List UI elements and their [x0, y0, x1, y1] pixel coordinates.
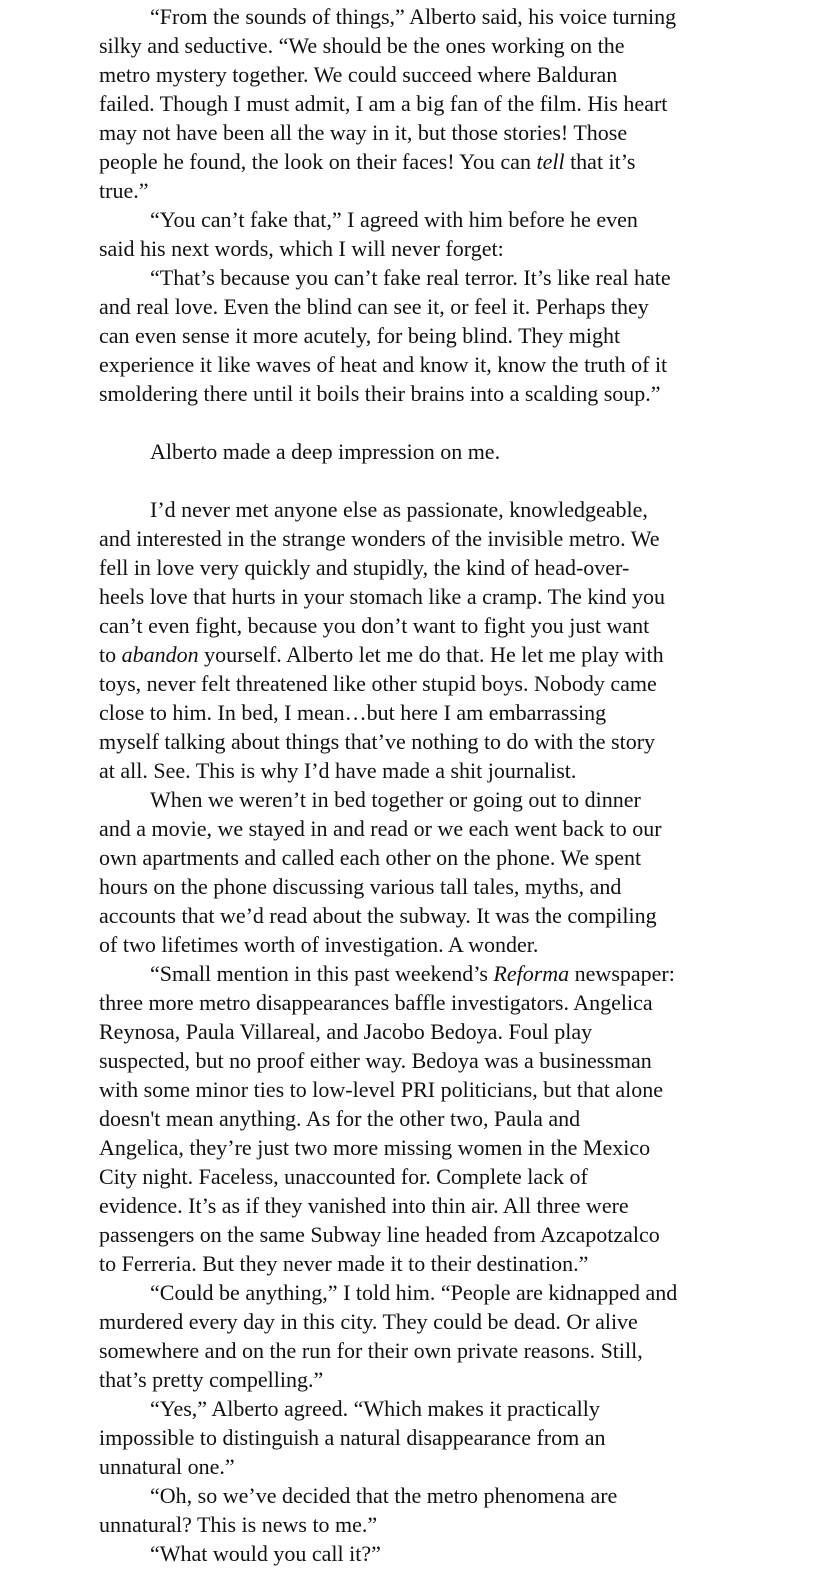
text-line: “Oh, so we’ve decided that the metro phenomena are [150, 1483, 618, 1508]
text-line: “Yes,” Alberto agreed. “Which makes it practically [150, 1396, 600, 1421]
text-line: accounts that we’d read about the subway. It was the compiling [99, 903, 657, 928]
text-line: own apartments and called each other on the phone. We spent [99, 845, 642, 870]
text-line: passengers on the same Subway line headed from Azcapotzalco [99, 1222, 660, 1247]
text-line: myself talking about things that’ve nothing to do with the story [99, 729, 656, 754]
text-segment: people he found, the look on their faces! You can [99, 149, 537, 174]
text-line: Alberto made a deep impression on me. [150, 439, 501, 464]
text-line: “You can’t fake that,” I agreed with him before he even [150, 207, 638, 232]
text-line: “From the sounds of things,” Alberto said, his voice turning [150, 4, 677, 29]
text-line: experience it like waves of heat and know it, know the truth of it [99, 352, 668, 377]
text-line: unnatural one.” [99, 1454, 235, 1479]
text-line: can’t even fight, because you don’t want to fight you just want [99, 613, 650, 638]
text-line [99, 959, 828, 988]
text-line: Angelica, they’re just two more missing women in the Mexico [99, 1135, 651, 1160]
text-line: smoldering there until it boils their brains into a scalding soup.” [99, 381, 661, 406]
paragraph [99, 1394, 828, 1481]
text-segment: newspaper: [569, 961, 675, 986]
paragraph [99, 437, 828, 466]
text-line: “Could be anything,” I told him. “People are kidnapped and [150, 1280, 678, 1305]
text-line: fell in love very quickly and stupidly, the kind of head-over- [99, 555, 630, 580]
text-line: doesn't mean anything. As for the other two, Paula and [99, 1106, 581, 1131]
paragraph [99, 2, 828, 205]
italic-text: abandon [121, 642, 199, 667]
text-segment: that it’s [564, 149, 636, 174]
text-line: “That’s because you can’t fake real terror. It’s like real hate [150, 265, 671, 290]
text-line: and real love. Even the blind can see it, or feel it. Perhaps they [99, 294, 649, 319]
text-line: with some minor ties to low-level PRI politicians, but that alone [99, 1077, 663, 1102]
text-line [99, 640, 828, 669]
italic-text: Reforma [493, 961, 570, 986]
text-line: and interested in the strange wonders of the invisible metro. We [99, 526, 660, 551]
text-line: failed. Though I must admit, I am a big fan of the film. His heart [99, 91, 668, 116]
text-line: somewhere and on the run for their own private reasons. Still, [99, 1338, 643, 1363]
paragraph [99, 263, 828, 408]
text-line: heels love that hurts in your stomach like a cramp. The kind you [99, 584, 665, 609]
text-line: I’d never met anyone else as passionate, knowledgeable, [150, 497, 648, 522]
text-line: evidence. It’s as if they vanished into thin air. All three were [99, 1193, 629, 1218]
text-line: may not have been all the way in it, but those stories! Those [99, 120, 628, 145]
paragraph [99, 1278, 828, 1394]
italic-text: tell [536, 149, 565, 174]
text-line: “What would you call it?” [150, 1541, 381, 1566]
text-segment: to [99, 642, 122, 667]
text-line: suspected, but no proof either way. Bedoya was a businessman [99, 1048, 652, 1073]
text-line: impossible to distinguish a natural disappearance from an [99, 1425, 606, 1450]
text-line: that’s pretty compelling.” [99, 1367, 324, 1392]
text-segment: “Small mention in this past weekend’s [150, 961, 494, 986]
paragraph [99, 959, 828, 1278]
text-line: and a movie, we stayed in and read or we each went back to our [99, 816, 662, 841]
text-line: metro mystery together. We could succeed where Balduran [99, 62, 618, 87]
text-line: at all. See. This is why I’d have made a shit journalist. [99, 758, 577, 783]
text-line: toys, never felt threatened like other stupid boys. Nobody came [99, 671, 657, 696]
text-line: said his next words, which I will never forget: [99, 236, 504, 261]
paragraph [99, 495, 828, 785]
text-line: When we weren’t in bed together or going out to dinner [150, 787, 641, 812]
text-line: City night. Faceless, unaccounted for. Complete lack of [99, 1164, 588, 1189]
paragraph [99, 1481, 828, 1539]
paragraph [99, 785, 828, 959]
paragraph [99, 1539, 828, 1568]
text-line: Reynosa, Paula Villareal, and Jacobo Bedoya. Foul play [99, 1019, 593, 1044]
text-line: unnatural? This is news to me.” [99, 1512, 378, 1537]
text-line: to Ferreria. But they never made it to their destination.” [99, 1251, 589, 1276]
text-line: silky and seductive. “We should be the ones working on the [99, 33, 625, 58]
text-segment: yourself. Alberto let me do that. He let me play with [198, 642, 664, 667]
text-line: murdered every day in this city. They could be dead. Or alive [99, 1309, 638, 1334]
text-line [99, 147, 828, 176]
text-line: can even sense it more acutely, for being blind. They might [99, 323, 621, 348]
text-line: true.” [99, 178, 149, 203]
text-line: hours on the phone discussing various tall tales, myths, and [99, 874, 622, 899]
paragraph [99, 205, 828, 263]
text-line: of two lifetimes worth of investigation. A wonder. [99, 932, 539, 957]
text-line: three more metro disappearances baffle investigators. Angelica [99, 990, 653, 1015]
text-line: close to him. In bed, I mean…but here I am embarrassing [99, 700, 607, 725]
